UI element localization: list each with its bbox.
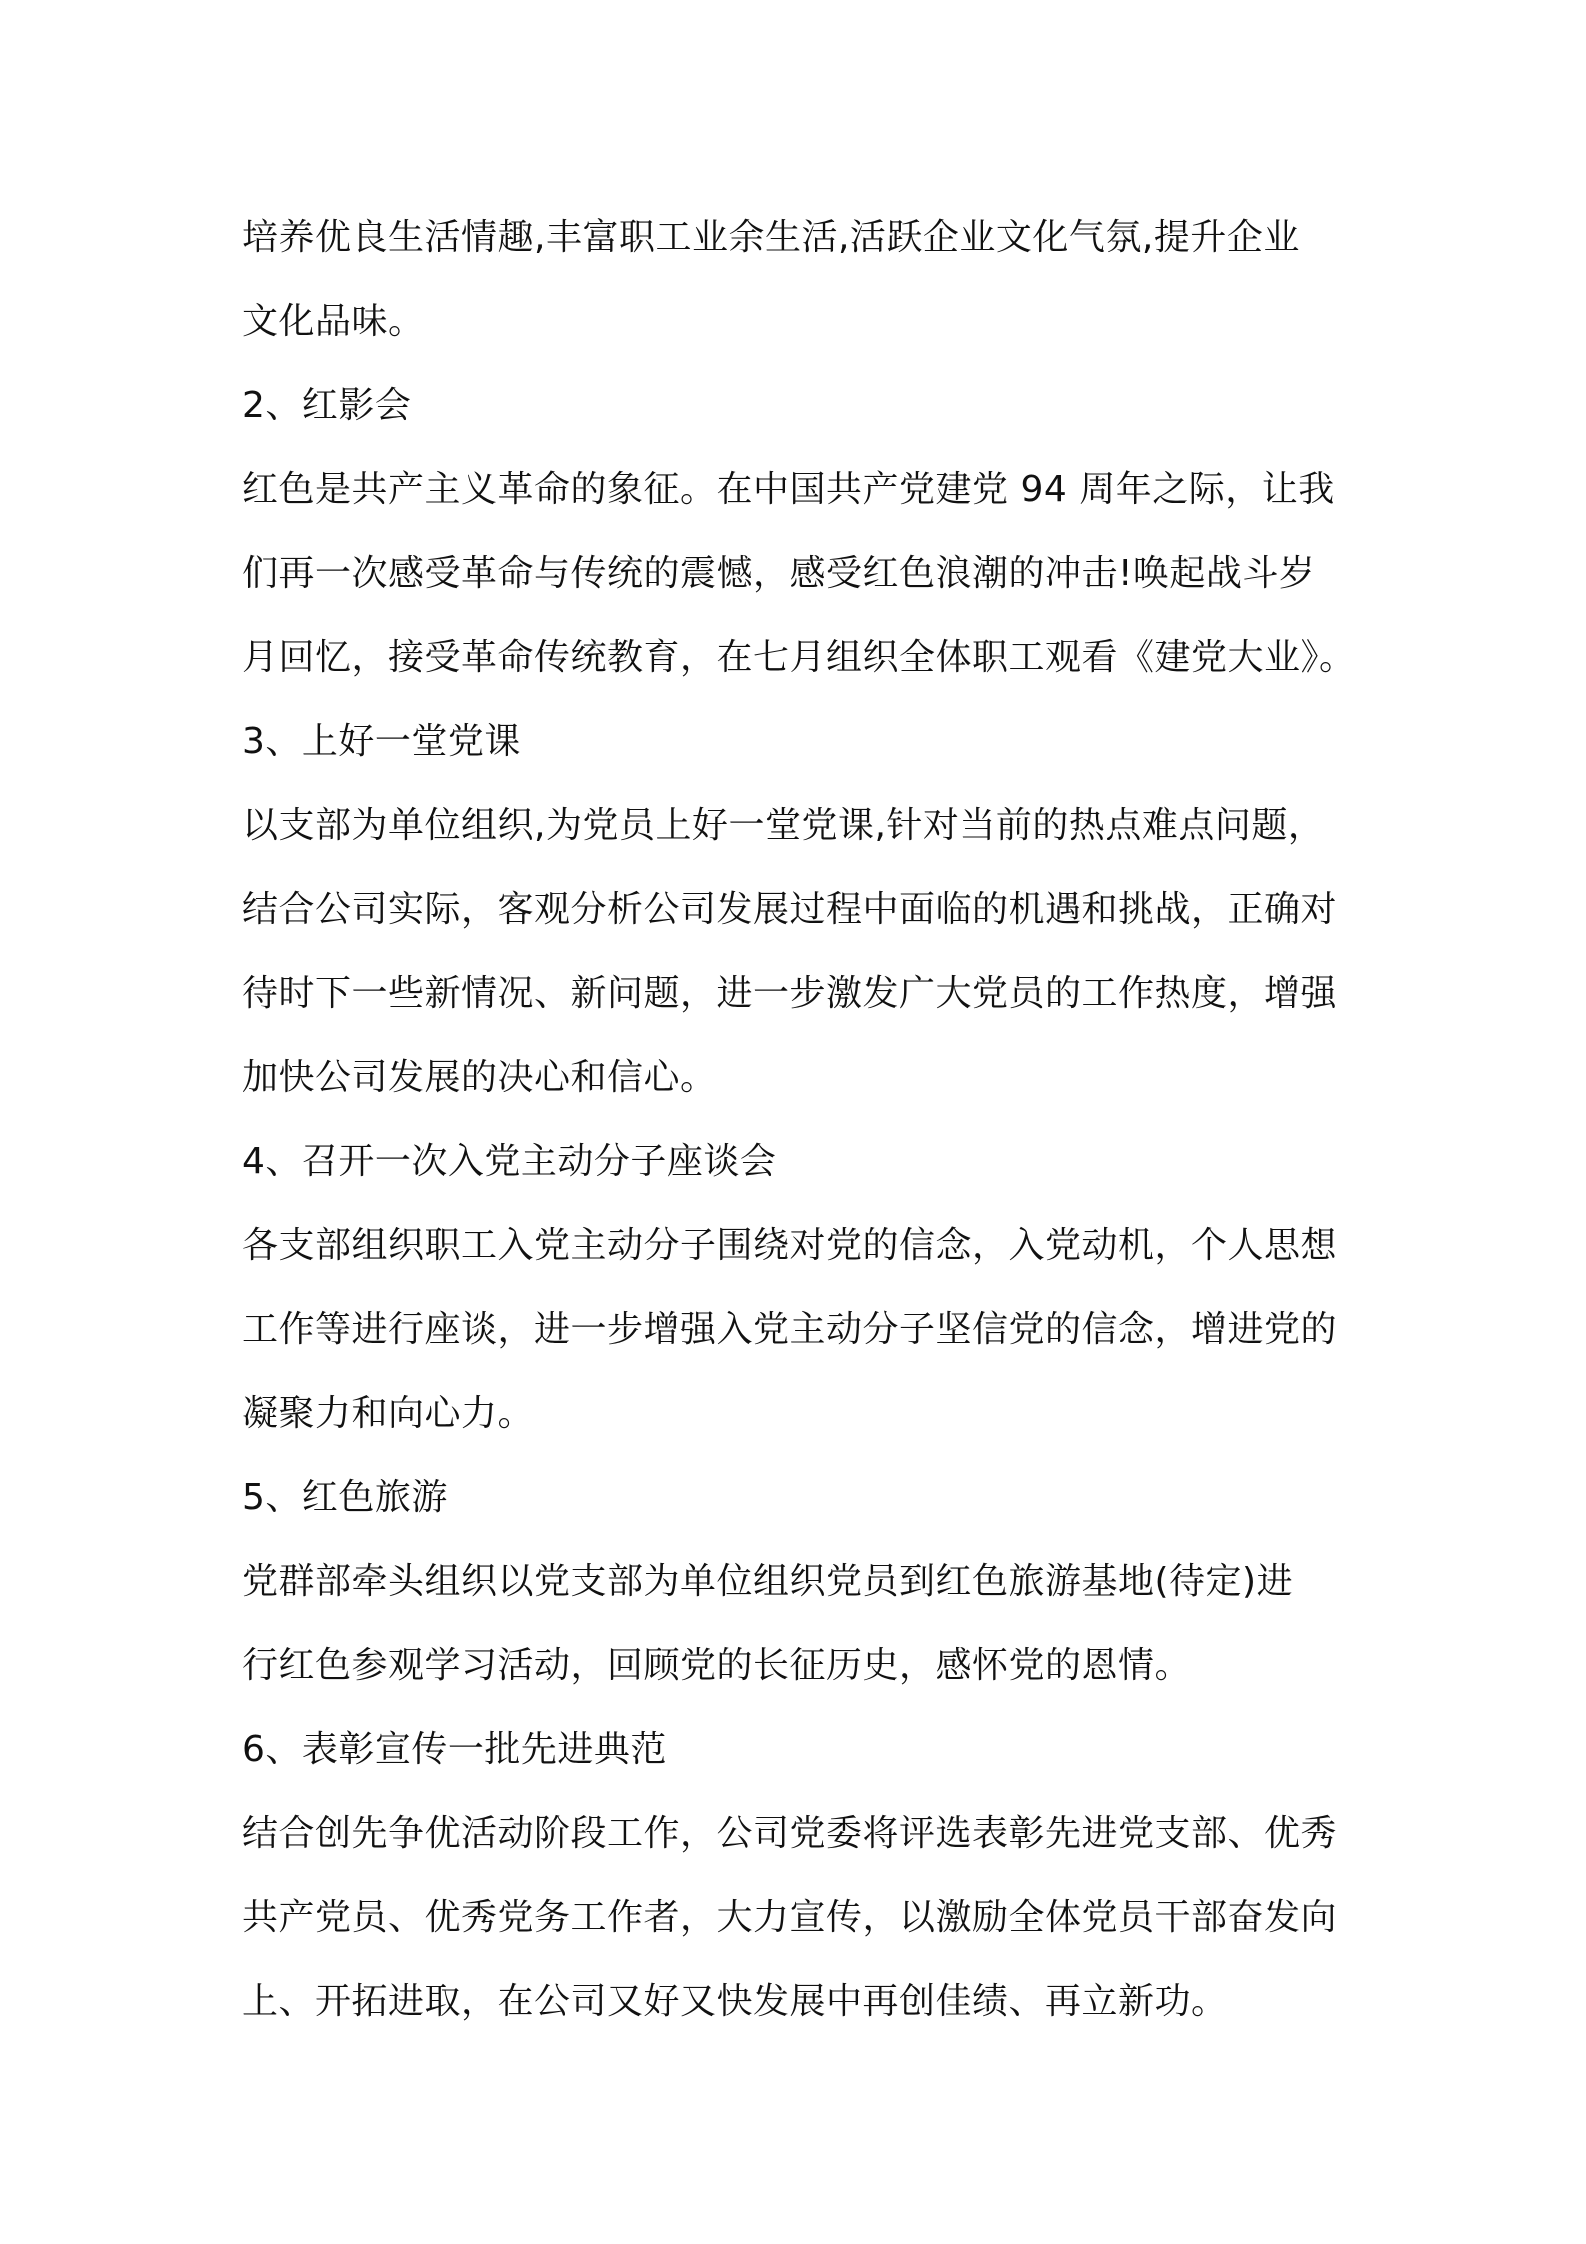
- document-body: [242, 196, 1372, 2044]
- paragraph-line: 各支部组织职工入党主动分子围绕对党的信念，入党动机，个人思想: [242, 1225, 1338, 1266]
- paragraph-line: 上、开拓进取，在公司又好又快发展中再创佳绩、再立新功。: [242, 1981, 1228, 2022]
- paragraph-line: 工作等进行座谈，进一步增强入党主动分子坚信党的信念，增进党的: [242, 1309, 1338, 1350]
- paragraph-line: 以支部为单位组织,为党员上好一堂党课,针对当前的热点难点问题，: [242, 805, 1325, 846]
- paragraph-line: 结合创先争优活动阶段工作，公司党委将评选表彰先进党支部、优秀: [242, 1813, 1338, 1854]
- paragraph-line: 加快公司发展的决心和信心。: [242, 1057, 717, 1098]
- paragraph-line: 们再一次感受革命与传统的震憾，感受红色浪潮的冲击!唤起战斗岁: [242, 553, 1316, 594]
- paragraph-line: 待时下一些新情况、新问题，进一步激发广大党员的工作热度，增强: [242, 973, 1338, 1014]
- paragraph-line: 红色是共产主义革命的象征。在中国共产党建党 94 周年之际，让我: [242, 469, 1335, 510]
- paragraph-line: 凝聚力和向心力。: [242, 1393, 535, 1434]
- section-heading: 2、红影会: [242, 385, 412, 426]
- paragraph-line: 共产党员、优秀党务工作者，大力宣传，以激励全体党员干部奋发向: [242, 1897, 1338, 1938]
- section-heading: 5、红色旅游: [242, 1477, 448, 1518]
- section-heading: 6、表彰宣传一批先进典范: [242, 1729, 667, 1770]
- paragraph-line: 结合公司实际，客观分析公司发展过程中面临的机遇和挑战，正确对: [242, 889, 1338, 930]
- paragraph-line: 党群部牵头组织以党支部为单位组织党员到红色旅游基地(待定)进: [242, 1561, 1294, 1602]
- paragraph-line: 月回忆，接受革命传统教育，在七月组织全体职工观看《建党大业》。: [242, 637, 1356, 678]
- paragraph-line: 培养优良生活情趣,丰富职工业余生活,活跃企业文化气氛,提升企业: [242, 217, 1300, 258]
- section-heading: 4、召开一次入党主动分子座谈会: [242, 1141, 777, 1182]
- paragraph-line: 行红色参观学习活动，回顾党的长征历史，感怀党的恩情。: [242, 1645, 1192, 1686]
- section-heading: 3、上好一堂党课: [242, 721, 521, 762]
- paragraph-line: 文化品味。: [242, 301, 425, 342]
